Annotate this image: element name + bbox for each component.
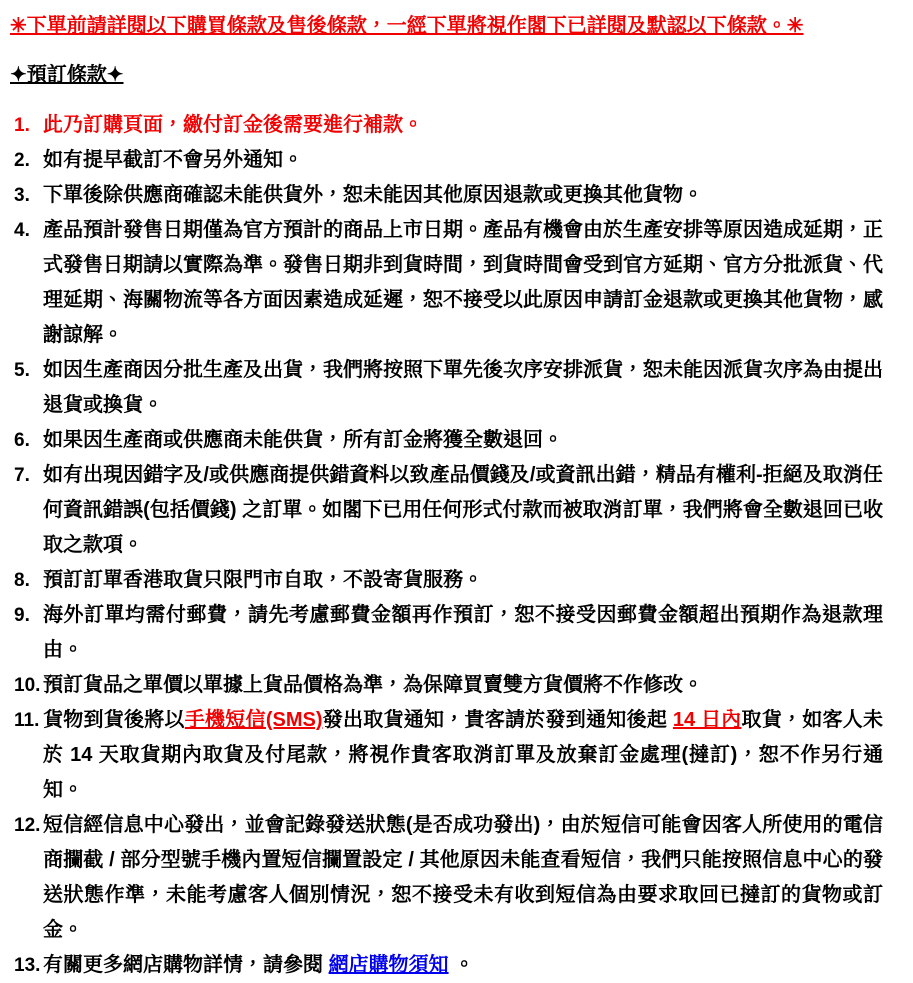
term-item-4 [43, 213, 883, 353]
term-text: 如有提早截訂不會另外通知。 [43, 149, 303, 171]
term-item-11 [43, 703, 883, 808]
preorder-terms-heading [10, 61, 883, 89]
term-item-12 [43, 808, 883, 948]
term-item-7 [43, 458, 883, 563]
sms-highlight: 手機短信(SMS) [184, 709, 323, 731]
term-item-9 [43, 598, 883, 668]
term-text: 短信經信息中心發出，並會記錄發送狀態(是否成功發出)，由於短信可能會因客人所使用的電信商攔截 / 部分型號手機內置短信攔置設定 / 其他原因未能查看短信，我們只能按照信息中心的發送狀態作準，未能考慮客人個別情況，恕不接受未有收到短信為由要求取回已撻訂的貨物或訂金。 [43, 814, 883, 941]
term-text: 有關更多網店購物詳情，請參閱 [43, 954, 329, 976]
term-text: 產品預計發售日期僅為官方預計的商品上市日期。產品有機會由於生產安排等原因造成延期，正式發售日期請以實際為準。發售日期非到貨時間，到貨時間會受到官方延期、官方分批派貨、代理延期、海關物流等各方面因素造成延遲，恕不接受以此原因申請訂金退款或更換其他貨物，感謝諒解。 [43, 219, 883, 346]
term-text: 如因生產商因分批生產及出貨，我們將按照下單先後次序安排派貨，恕未能因派貨次序為由提出退貨或換貨。 [43, 359, 883, 416]
term-item-13 [43, 948, 883, 983]
preorder-terms-heading-text: ✦預訂條款✦ [10, 64, 124, 86]
term-item-2 [43, 143, 883, 178]
term-text: 。 [448, 954, 475, 976]
term-item-8 [43, 563, 883, 598]
term-text: 取貨，如客人未於 14 天取貨期內取貨及付尾款，將視作貴客取消訂單及放棄訂金處理(撻訂)，恕不作另行通知。 [43, 709, 884, 801]
pickup-deadline-highlight: 14 日內 [672, 709, 742, 731]
terms-list [10, 108, 883, 983]
term-text: 預訂貨品之單價以單據上貨品價格為準，為保障買賣雙方貨價將不作修改。 [43, 674, 703, 696]
term-text: 預訂訂單香港取貨只限門市自取，不設寄貨服務。 [43, 569, 483, 591]
term-item-5 [43, 353, 883, 423]
shop-notice-link[interactable]: 網店購物須知 [328, 954, 449, 976]
term-text: 發出取貨通知，貴客請於發到通知後起 [322, 709, 673, 731]
term-text: 下單後除供應商確認未能供貨外，恕未能因其他原因退款或更換其他貨物。 [43, 184, 703, 206]
term-item-10 [43, 668, 883, 703]
term-text: 如果因生產商或供應商未能供貨，所有訂金將獲全數退回。 [43, 429, 563, 451]
term-item-6 [43, 423, 883, 458]
term-text: 此乃訂購頁面，繳付訂金後需要進行補款。 [43, 114, 423, 136]
term-item-1 [43, 108, 883, 143]
term-text: 如有出現因錯字及/或供應商提供錯資料以致產品價錢及/或資訊出錯，精品有權利-拒絕及取消任何資訊錯誤(包括價錢) 之訂單。如閣下已用任何形式付款而被取消訂單，我們將會全數退回已收取之款項。 [43, 464, 883, 556]
term-text: 貨物到貨後將以 [43, 709, 185, 731]
purchase-terms-notice: ✳下單前請詳閱以下購買條款及售後條款，一經下單將視作閣下已詳閱及默認以下條款。✳ [10, 15, 804, 37]
term-text: 海外訂單均需付郵費，請先考慮郵費金額再作預訂，恕不接受因郵費金額超出預期作為退款理由。 [43, 604, 883, 661]
term-item-3 [43, 178, 883, 213]
